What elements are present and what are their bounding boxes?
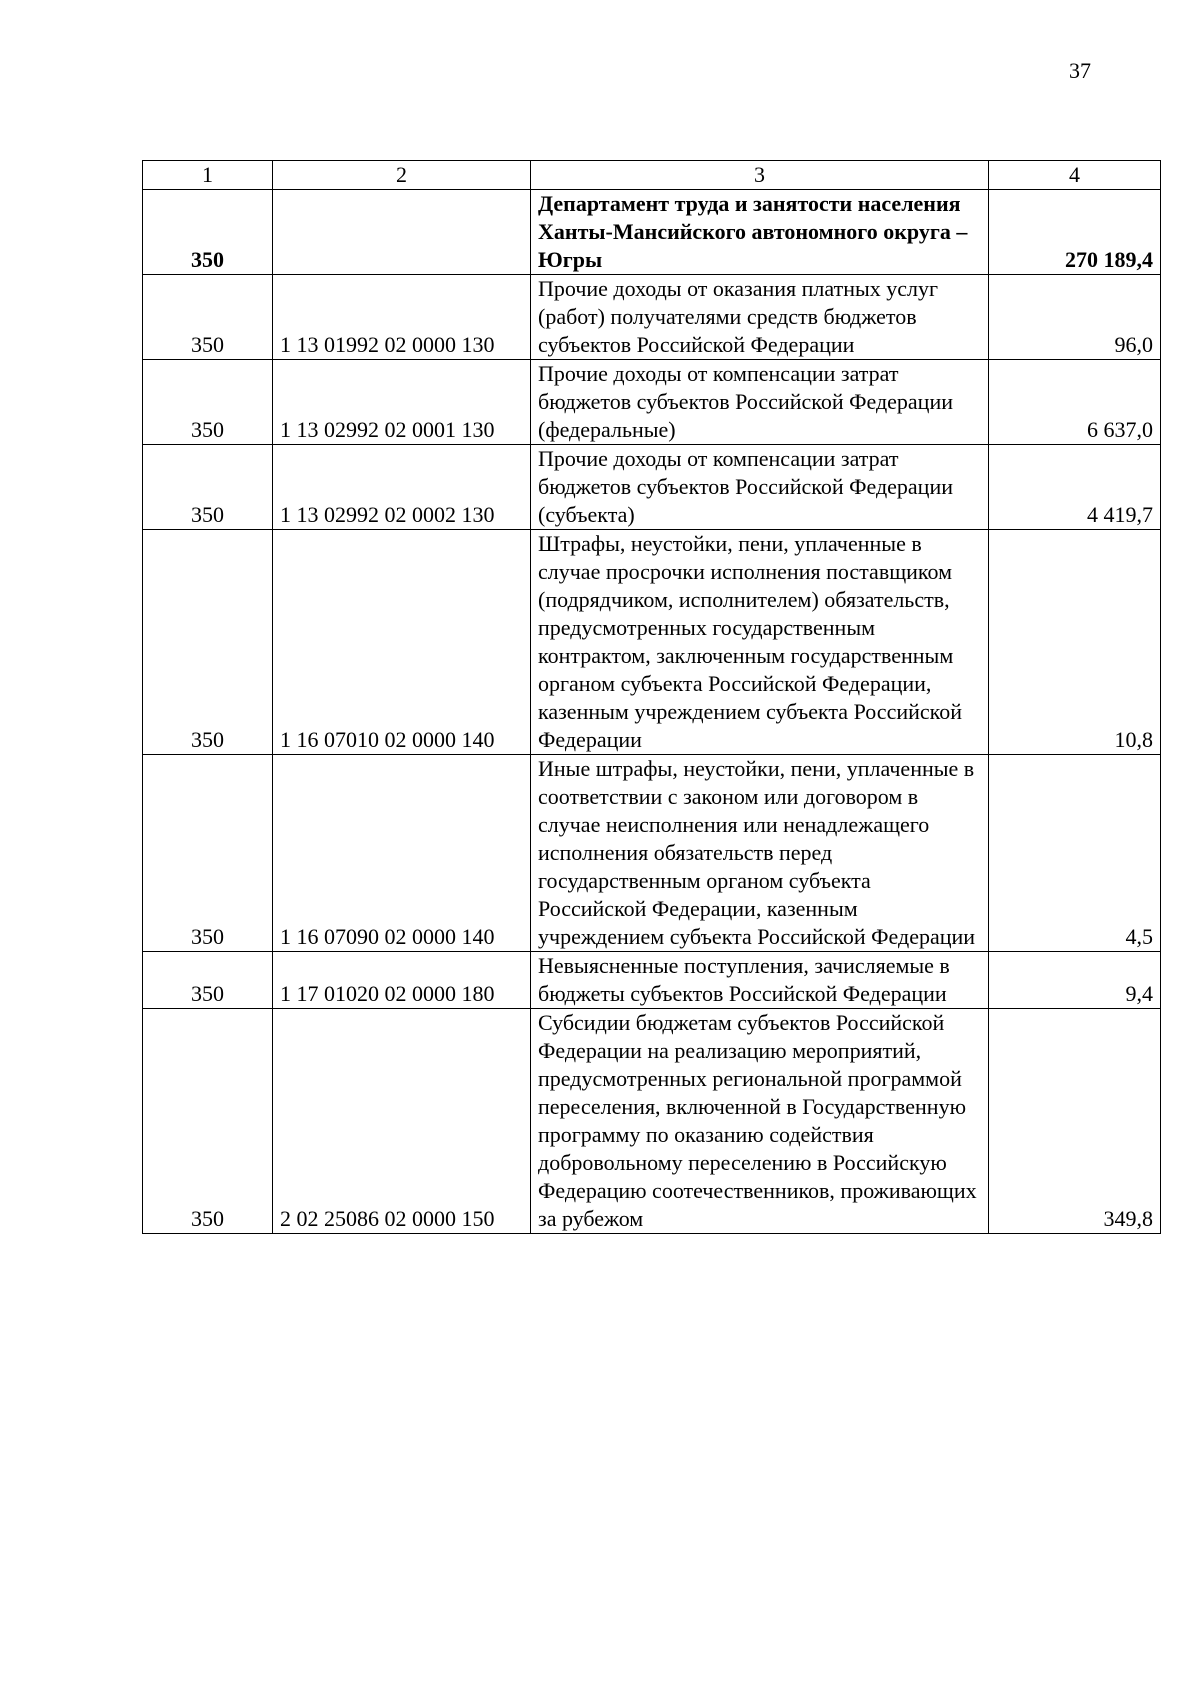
- description-cell: Прочие доходы от компенсации затрат бюджетов субъектов Российской Федерации (субъекта): [531, 445, 989, 530]
- column-number-3: 3: [531, 161, 989, 190]
- admin-code-cell: 350: [143, 445, 273, 530]
- revenue-code-cell: 1 13 01992 02 0000 130: [273, 275, 531, 360]
- table-row: [143, 755, 1161, 952]
- description-cell: Департамент труда и занятости населения Ханты-Мансийского автономного округа – Югры: [531, 190, 989, 275]
- table-row: [143, 190, 1161, 275]
- column-number-2: 2: [273, 161, 531, 190]
- amount-cell: 96,0: [989, 275, 1161, 360]
- admin-code-cell: 350: [143, 755, 273, 952]
- table-row: [143, 1009, 1161, 1234]
- amount-cell: 4,5: [989, 755, 1161, 952]
- budget-revenue-table: [142, 160, 1161, 1234]
- admin-code-cell: 350: [143, 190, 273, 275]
- description-cell: Невыясненные поступления, зачисляемые в бюджеты субъектов Российской Федерации: [531, 952, 989, 1009]
- admin-code-cell: 350: [143, 530, 273, 755]
- amount-cell: 4 419,7: [989, 445, 1161, 530]
- admin-code-cell: 350: [143, 1009, 273, 1234]
- revenue-code-cell: 1 16 07090 02 0000 140: [273, 755, 531, 952]
- table-row: [143, 530, 1161, 755]
- description-cell: Прочие доходы от оказания платных услуг (работ) получателями средств бюджетов субъектов Российской Федерации: [531, 275, 989, 360]
- admin-code-cell: 350: [143, 360, 273, 445]
- table-row: [143, 360, 1161, 445]
- table-row: [143, 275, 1161, 360]
- amount-cell: 6 637,0: [989, 360, 1161, 445]
- amount-cell: 9,4: [989, 952, 1161, 1009]
- revenue-code-cell: 2 02 25086 02 0000 150: [273, 1009, 531, 1234]
- admin-code-cell: 350: [143, 952, 273, 1009]
- revenue-code-cell: [273, 190, 531, 275]
- revenue-code-cell: 1 16 07010 02 0000 140: [273, 530, 531, 755]
- table-body: [143, 190, 1161, 1234]
- description-cell: Штрафы, неустойки, пени, уплаченные в случае просрочки исполнения поставщиком (подрядчиком, исполнителем) обязательств, предусмотренных государственным контрактом, заключенным государственным органом субъекта Российской Федерации, казенным учреждением субъекта Российской Федерации: [531, 530, 989, 755]
- amount-cell: 270 189,4: [989, 190, 1161, 275]
- description-cell: Иные штрафы, неустойки, пени, уплаченные в соответствии с законом или договором в случае неисполнения или ненадлежащего исполнения обязательств перед государственным органом субъекта Российской Федерации, казенным учреждением субъекта Российской Федерации: [531, 755, 989, 952]
- amount-cell: 349,8: [989, 1009, 1161, 1234]
- admin-code-cell: 350: [143, 275, 273, 360]
- table-row: [143, 445, 1161, 530]
- revenue-code-cell: 1 13 02992 02 0002 130: [273, 445, 531, 530]
- page-number: 37: [1069, 58, 1091, 83]
- amount-cell: 10,8: [989, 530, 1161, 755]
- description-cell: Субсидии бюджетам субъектов Российской Федерации на реализацию мероприятий, предусмотренных региональной программой переселения, включенной в Государственную программу по оказанию содействия добровольному переселению в Российскую Федерацию соотечественников, проживающих за рубежом: [531, 1009, 989, 1234]
- revenue-code-cell: 1 13 02992 02 0001 130: [273, 360, 531, 445]
- table-row: [143, 952, 1161, 1009]
- revenue-code-cell: 1 17 01020 02 0000 180: [273, 952, 531, 1009]
- table-header-row: [143, 161, 1161, 190]
- description-cell: Прочие доходы от компенсации затрат бюджетов субъектов Российской Федерации (федеральные): [531, 360, 989, 445]
- column-number-1: 1: [143, 161, 273, 190]
- column-number-4: 4: [989, 161, 1161, 190]
